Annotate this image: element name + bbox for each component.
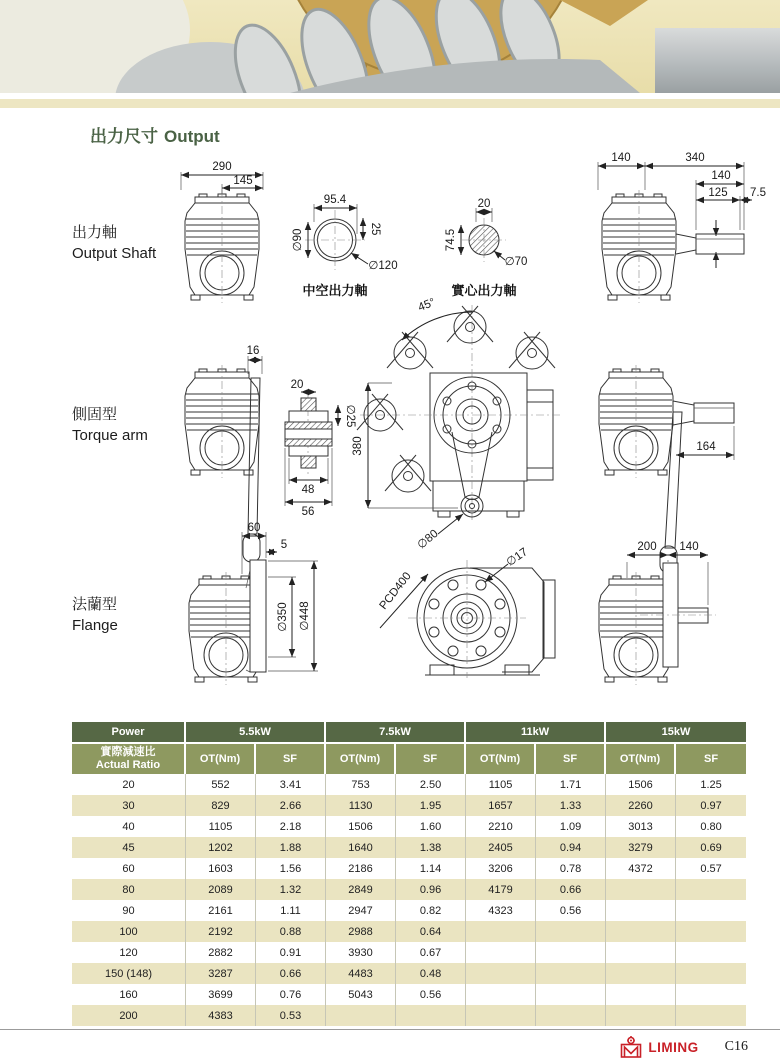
dim-16: 16 xyxy=(246,345,260,357)
drawing-output-shaft-side xyxy=(598,152,766,303)
page-number: C16 xyxy=(724,1039,748,1054)
value-cell xyxy=(606,1005,676,1026)
value-cell: 0.94 xyxy=(536,837,606,858)
value-cell: 1.95 xyxy=(396,795,466,816)
table-row xyxy=(72,900,746,921)
value-cell: 0.57 xyxy=(676,858,746,879)
value-cell: 0.97 xyxy=(676,795,746,816)
value-cell xyxy=(606,984,676,1005)
value-cell xyxy=(606,879,676,900)
value-cell: 3.41 xyxy=(256,774,326,795)
value-cell: 2.18 xyxy=(256,816,326,837)
drawing-flange-left xyxy=(189,522,318,685)
value-cell: 2260 xyxy=(606,795,676,816)
dim-d350: ∅350 xyxy=(277,602,289,632)
drawing-solid-shaft-detail xyxy=(445,198,527,298)
table-row xyxy=(72,816,746,837)
dim-45deg: 45° xyxy=(416,296,438,315)
dim-d17: ∅17 xyxy=(504,546,531,569)
table-row xyxy=(72,858,746,879)
value-cell: 3930 xyxy=(326,942,396,963)
value-cell: 0.48 xyxy=(396,963,466,984)
value-cell xyxy=(326,1005,396,1026)
sf-header: SF xyxy=(676,744,746,774)
value-cell: 3013 xyxy=(606,816,676,837)
table-row xyxy=(72,963,746,984)
value-cell: 1506 xyxy=(326,816,396,837)
sf-header: SF xyxy=(256,744,326,774)
value-cell: 2192 xyxy=(186,921,256,942)
value-cell: 3279 xyxy=(606,837,676,858)
brand-logo xyxy=(619,1036,698,1058)
ratio-cell: 20 xyxy=(72,774,186,795)
power-col-5-5kw: 5.5kW xyxy=(186,722,326,744)
value-cell: 4323 xyxy=(466,900,536,921)
value-cell xyxy=(536,1005,606,1026)
ratio-cell: 80 xyxy=(72,879,186,900)
value-cell: 0.64 xyxy=(396,921,466,942)
ot-header: OT(Nm) xyxy=(186,744,256,774)
value-cell xyxy=(676,900,746,921)
dim-25: 25 xyxy=(369,222,381,236)
value-cell: 0.56 xyxy=(536,900,606,921)
value-cell: 3206 xyxy=(466,858,536,879)
value-cell: 0.88 xyxy=(256,921,326,942)
value-cell: 1657 xyxy=(466,795,536,816)
dim-d70: ∅70 xyxy=(504,256,528,268)
dim-7-5: 7.5 xyxy=(750,187,766,199)
ratio-cell: 45 xyxy=(72,837,186,858)
value-cell: 2.66 xyxy=(256,795,326,816)
divider-strip xyxy=(0,99,780,108)
value-cell: 2882 xyxy=(186,942,256,963)
output-torque-table xyxy=(72,722,746,1026)
dim-74-5: 74.5 xyxy=(445,228,457,252)
dim-125: 125 xyxy=(708,187,728,199)
value-cell: 552 xyxy=(186,774,256,795)
ratio-cell: 90 xyxy=(72,900,186,921)
dim-95-4: 95.4 xyxy=(323,194,347,206)
ratio-cell: 200 xyxy=(72,1005,186,1026)
section-label-en: Output Shaft xyxy=(72,245,157,262)
value-cell: 1.14 xyxy=(396,858,466,879)
value-cell: 4179 xyxy=(466,879,536,900)
value-cell xyxy=(676,984,746,1005)
value-cell xyxy=(466,942,536,963)
value-cell: 4372 xyxy=(606,858,676,879)
motor-cylinder xyxy=(655,28,780,93)
value-cell: 0.78 xyxy=(536,858,606,879)
value-cell: 2210 xyxy=(466,816,536,837)
dim-pcd400: PCD400 xyxy=(377,570,414,612)
value-cell: 3699 xyxy=(186,984,256,1005)
section-label-en: Flange xyxy=(72,617,118,634)
value-cell: 1202 xyxy=(186,837,256,858)
sf-header: SF xyxy=(396,744,466,774)
value-cell xyxy=(466,921,536,942)
ratio-cell: 30 xyxy=(72,795,186,816)
value-cell: 1.09 xyxy=(536,816,606,837)
value-cell: 2988 xyxy=(326,921,396,942)
brand-name: LIMING xyxy=(648,1039,699,1055)
power-header-cell: Power xyxy=(72,722,186,744)
section-label-zh: 法蘭型 xyxy=(72,596,118,613)
power-col-7-5kw: 7.5kW xyxy=(326,722,466,744)
drawing-output-shaft-front xyxy=(181,161,263,303)
value-cell: 0.82 xyxy=(396,900,466,921)
value-cell: 1603 xyxy=(186,858,256,879)
value-cell: 1105 xyxy=(466,774,536,795)
value-cell xyxy=(676,942,746,963)
dim-340: 340 xyxy=(685,152,705,164)
section-label-en: Torque arm xyxy=(72,427,148,444)
section-label-zh: 出力軸 xyxy=(72,224,118,241)
value-cell xyxy=(466,1005,536,1026)
value-cell xyxy=(606,942,676,963)
table-row xyxy=(72,1005,746,1026)
ot-header: OT(Nm) xyxy=(326,744,396,774)
value-cell: 0.66 xyxy=(536,879,606,900)
footer-rule xyxy=(0,1029,780,1030)
solid-shaft-caption: 實心出力軸 xyxy=(451,283,517,298)
value-cell: 0.67 xyxy=(396,942,466,963)
value-cell xyxy=(466,963,536,984)
dim-d25: ∅25 xyxy=(344,404,356,428)
drawing-flange-face xyxy=(378,546,555,678)
value-cell: 0.96 xyxy=(396,879,466,900)
value-cell: 1.11 xyxy=(256,900,326,921)
value-cell: 1.33 xyxy=(536,795,606,816)
power-col-15kw: 15kW xyxy=(606,722,746,744)
value-cell: 1640 xyxy=(326,837,396,858)
dim-200: 200 xyxy=(637,541,657,553)
dim-d448: ∅448 xyxy=(299,601,311,631)
value-cell: 753 xyxy=(326,774,396,795)
value-cell: 1.25 xyxy=(676,774,746,795)
sf-header: SF xyxy=(536,744,606,774)
table-row xyxy=(72,921,746,942)
value-cell: 5043 xyxy=(326,984,396,1005)
value-cell: 0.56 xyxy=(396,984,466,1005)
technical-drawings xyxy=(0,150,780,722)
value-cell: 1.88 xyxy=(256,837,326,858)
value-cell: 1.32 xyxy=(256,879,326,900)
power-col-11kw: 11kW xyxy=(466,722,606,744)
value-cell xyxy=(606,900,676,921)
value-cell: 829 xyxy=(186,795,256,816)
value-cell: 0.53 xyxy=(256,1005,326,1026)
hollow-shaft-caption: 中空出力軸 xyxy=(302,283,368,298)
ratio-label-en: Actual Ratio xyxy=(95,759,161,771)
hero-photo xyxy=(0,0,780,93)
value-cell: 1506 xyxy=(606,774,676,795)
value-cell: 2405 xyxy=(466,837,536,858)
value-cell xyxy=(536,963,606,984)
value-cell: 2186 xyxy=(326,858,396,879)
dim-140a: 140 xyxy=(611,152,631,164)
value-cell: 1105 xyxy=(186,816,256,837)
dim-140: 140 xyxy=(679,541,699,553)
value-cell xyxy=(676,963,746,984)
value-cell xyxy=(676,879,746,900)
dim-380: 380 xyxy=(352,436,364,456)
value-cell xyxy=(536,921,606,942)
page-title xyxy=(90,122,220,147)
ratio-cell: 120 xyxy=(72,942,186,963)
ratio-cell: 100 xyxy=(72,921,186,942)
dim-145: 145 xyxy=(233,175,253,187)
table-row xyxy=(72,795,746,816)
value-cell: 1.71 xyxy=(536,774,606,795)
ratio-header-cell xyxy=(72,744,186,774)
dim-20: 20 xyxy=(477,198,491,210)
value-cell: 4483 xyxy=(326,963,396,984)
value-cell xyxy=(536,942,606,963)
sub-header-row xyxy=(72,744,746,774)
value-cell: 2089 xyxy=(186,879,256,900)
dim-d90: ∅90 xyxy=(292,228,304,252)
table-row xyxy=(72,984,746,1005)
dim-164: 164 xyxy=(696,441,716,453)
ratio-label-zh: 實際減速比 xyxy=(100,746,156,758)
value-cell: 3287 xyxy=(186,963,256,984)
value-cell: 2.50 xyxy=(396,774,466,795)
value-cell: 0.69 xyxy=(676,837,746,858)
value-cell: 0.80 xyxy=(676,816,746,837)
value-cell xyxy=(536,984,606,1005)
value-cell: 2947 xyxy=(326,900,396,921)
table-row xyxy=(72,879,746,900)
value-cell xyxy=(676,1005,746,1026)
value-cell: 4383 xyxy=(186,1005,256,1026)
drawing-torque-arm-side xyxy=(599,365,734,573)
power-header-row xyxy=(72,722,746,744)
page-title-zh: 出力尺寸 xyxy=(90,127,158,146)
value-cell: 1.38 xyxy=(396,837,466,858)
worm-gear-photo xyxy=(0,0,780,93)
footer xyxy=(0,1036,748,1058)
dim-48: 48 xyxy=(301,484,315,496)
table-row xyxy=(72,837,746,858)
value-cell: 0.76 xyxy=(256,984,326,1005)
drawing-hollow-shaft-detail xyxy=(292,194,398,298)
ot-header: OT(Nm) xyxy=(606,744,676,774)
table-row xyxy=(72,942,746,963)
value-cell: 0.91 xyxy=(256,942,326,963)
value-cell xyxy=(676,921,746,942)
ot-header: OT(Nm) xyxy=(466,744,536,774)
dim-d120: ∅120 xyxy=(368,260,398,272)
section-label-zh: 側固型 xyxy=(72,406,118,423)
value-cell xyxy=(606,963,676,984)
dim-56: 56 xyxy=(301,506,315,518)
ratio-cell: 40 xyxy=(72,816,186,837)
value-cell xyxy=(606,921,676,942)
dim-bush-20: 20 xyxy=(290,379,304,391)
ratio-cell: 60 xyxy=(72,858,186,879)
value-cell: 1130 xyxy=(326,795,396,816)
value-cell: 0.66 xyxy=(256,963,326,984)
liming-logo-icon xyxy=(619,1036,643,1058)
ratio-cell: 160 xyxy=(72,984,186,1005)
dim-60: 60 xyxy=(247,522,261,534)
table-row xyxy=(72,774,746,795)
page-title-en: Output xyxy=(164,127,220,146)
value-cell xyxy=(466,984,536,1005)
value-cell: 2161 xyxy=(186,900,256,921)
value-cell: 1.56 xyxy=(256,858,326,879)
drawing-flange-side xyxy=(599,541,716,685)
dim-5: 5 xyxy=(280,539,288,551)
dim-d80: ∅80 xyxy=(415,527,441,552)
drawing-torque-arm-mount-view xyxy=(352,296,560,551)
drawing-bushing-detail xyxy=(285,379,356,518)
ratio-cell: 150 (148) xyxy=(72,963,186,984)
value-cell: 1.60 xyxy=(396,816,466,837)
value-cell xyxy=(396,1005,466,1026)
dim-140b: 140 xyxy=(711,170,731,182)
dim-290: 290 xyxy=(212,161,232,173)
value-cell: 2849 xyxy=(326,879,396,900)
